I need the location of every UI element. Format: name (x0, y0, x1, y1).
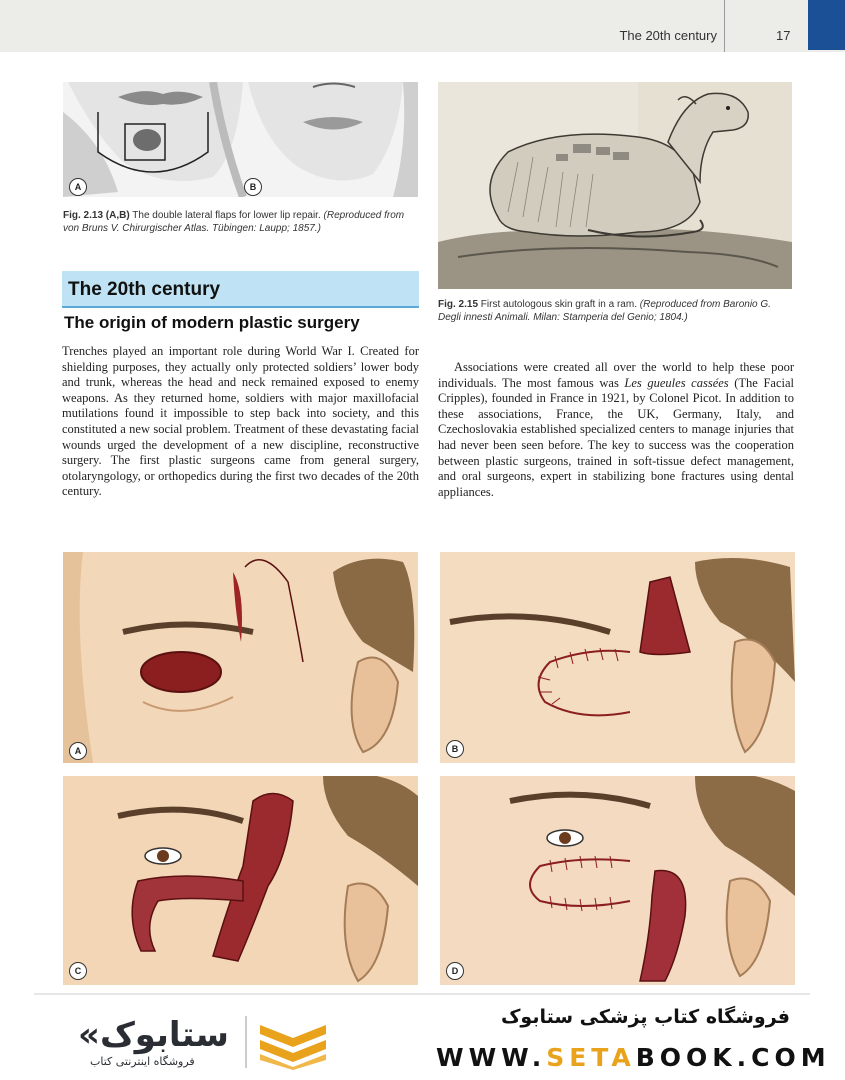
fig-2-13-label-a: A (69, 178, 87, 196)
body-paragraph-right (438, 360, 794, 500)
facial-flap-rotation-illustration (63, 776, 418, 985)
plate-b-image (440, 552, 795, 763)
fig-2-15-image (438, 82, 792, 289)
fig-2-13-image (63, 82, 418, 197)
caption-parts: (A,B) (105, 210, 130, 221)
plate-label-b: B (446, 740, 464, 758)
store-url[interactable] (436, 1043, 831, 1072)
paragraph-italic: Les gueules cassées (624, 375, 729, 390)
fig-2-13-caption (63, 209, 419, 235)
plate-c-image (63, 776, 418, 985)
book-stack-icon (258, 1020, 328, 1075)
facial-flap-illustration (440, 552, 795, 763)
store-logo: «ستابوک (78, 1015, 229, 1055)
plate-label-c: C (69, 962, 87, 980)
logo-divider (245, 1016, 247, 1068)
paragraph-text: (The Facial Cripples), founded in France in 1921, by Colonel Picot. In addition to these associations, France, the UK, Germany, Italy, and Czechoslovakia established specialized centers to manage injuries that had never been seen before. The key to success was the cooperation between plastic surgeons, trained in soft-tissue defect management, and oral surgeons, expert in stabilizing bone fractures using dental appliances. (438, 375, 794, 499)
url-highlight: SETA (546, 1043, 636, 1072)
caption-reference: (Reproduced from von Bruns V. Chirurgischer Atlas. Tübingen: Laupp; 1857.) (63, 210, 405, 234)
section-title: The 20th century (68, 279, 221, 300)
plate-label-a: A (69, 742, 87, 760)
paragraph-text: Associations were created all over the world to help these poor individuals. The most famous was (438, 360, 794, 390)
page-header (0, 0, 845, 52)
plate-d-image (440, 776, 795, 985)
chapter-tab (808, 0, 845, 50)
subsection-title: The origin of modern plastic surgery (64, 313, 360, 332)
running-title: The 20th century (619, 28, 717, 43)
facial-defect-illustration (63, 552, 418, 763)
lip-repair-illustration (63, 82, 418, 197)
store-logo-subtitle: فروشگاه اینترنتی کتاب (90, 1055, 195, 1068)
page-number: 17 (776, 28, 791, 43)
caption-text: The double lateral flaps for lower lip repair. (132, 210, 321, 221)
facial-sutured-flap-illustration (440, 776, 795, 985)
header-divider (724, 0, 725, 52)
body-paragraph-left: Trenches played an important role during World War I. Created for shielding purposes, they actually only protected soldiers’ lower body and trunk, whereas the head and neck remained exposed to enemy weapons. As they returned home, soldiers with major maxillofacial mutilations found it impossible to step back into society, and this constituted a new social problem. Treatment of these devastating facial wounds urged the development of a new discipline, reconstructive surgery. The first plastic surgeons came from general surgery, otolaryngology, or orthopedics during the first two decades of the 20th century. (62, 344, 419, 499)
plate-label-d: D (446, 962, 464, 980)
caption-text: First autologous skin graft in a ram. (480, 299, 637, 310)
url-suffix: BOOK.COM (635, 1043, 831, 1072)
fig-2-15-caption (438, 298, 794, 324)
store-name: فروشگاه کتاب پزشکی ستابوک (500, 1006, 790, 1028)
url-prefix: WWW. (436, 1043, 547, 1072)
fig-2-13-label-b: B (244, 178, 262, 196)
caption-reference: (Reproduced from Baronio G. Degli innesti Animali. Milan: Stamperia del Genio; 1804.) (438, 299, 771, 323)
plate-a-image (63, 552, 418, 763)
caption-number: Fig. 2.15 (438, 299, 479, 310)
ram-engraving-illustration (438, 82, 792, 289)
caption-number: Fig. 2.13 (63, 210, 104, 221)
